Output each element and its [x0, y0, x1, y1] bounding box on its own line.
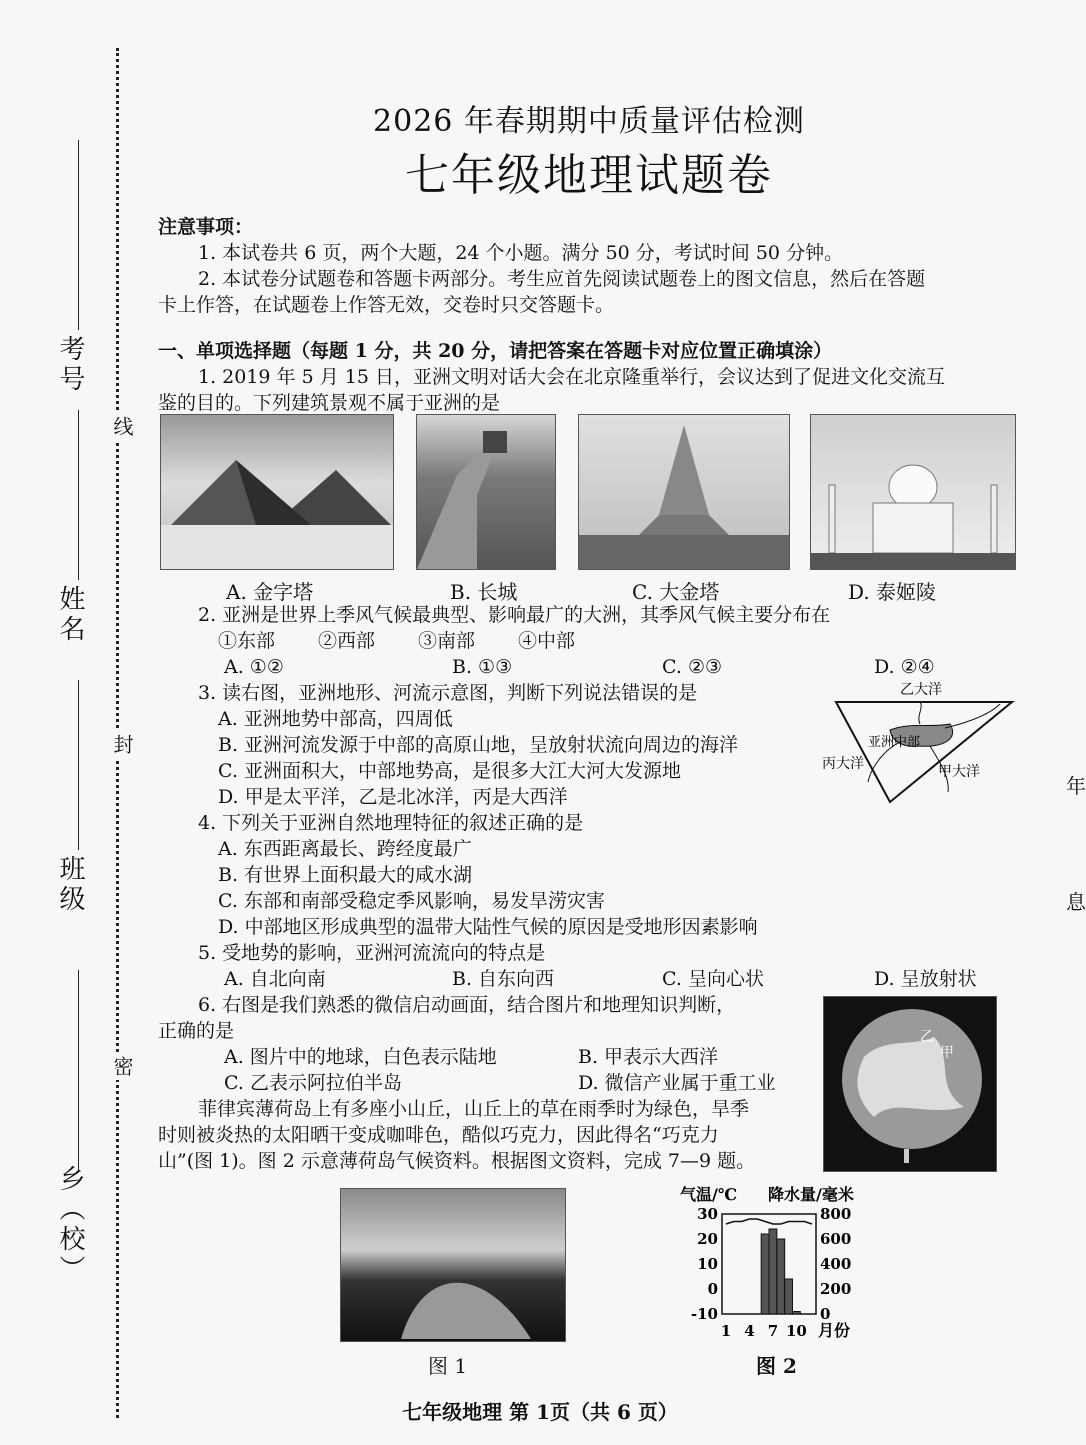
chart-xlabel: 月份: [818, 1321, 851, 1340]
pyramid-drawing: [161, 415, 393, 569]
golden-pagoda-photo: [578, 414, 790, 570]
school-label: 乡（校）: [55, 1165, 85, 1285]
pyramid-photo: [160, 414, 394, 570]
seal-seal-char: 封: [108, 730, 137, 758]
river-3: [919, 702, 921, 724]
page-footer: 七年级地理 第 1页（共 6 页）: [402, 1400, 678, 1424]
q4-stem: 4. 下列关于亚洲自然地理特征的叙述正确的是: [198, 812, 584, 834]
great-wall-drawing: [417, 415, 555, 569]
q2-stem: 2. 亚洲是世界上季风气候最典型、影响最广的大洲，其季风气候主要分布在: [198, 604, 831, 626]
q2-choice-4: ④中部: [518, 630, 576, 652]
q1-option-a: A. 金字塔: [226, 580, 314, 604]
q3-option-d: D. 甲是太平洋，乙是北冰洋，丙是大西洋: [218, 786, 568, 808]
x-tick-10: 10: [785, 1322, 807, 1340]
binding-margin: [0, 0, 140, 1445]
section1-heading: 一、单项选择题（每题 1 分，共 20 分，请把答案在答题卡对应位置正确填涂）: [158, 340, 833, 362]
seal-line-char: 线: [108, 412, 137, 440]
q6-stem-a: 6. 右图是我们熟悉的微信启动画面，结合图片和地理知识判断，: [198, 994, 736, 1016]
precip-bar-month-8: [777, 1239, 785, 1314]
precip-bar-month-6: [761, 1234, 769, 1314]
right-tick-800: 800: [820, 1205, 852, 1223]
diagram-label-right: 甲大洋: [938, 764, 980, 780]
chocolate-hills-photo: [340, 1188, 566, 1342]
q1-stem-b: 鉴的目的。下列建筑景观不属于亚洲的是: [158, 392, 501, 414]
notice-item2a: 2. 本试卷分试题卷和答题卡两部分。考生应首先阅读试题卷上的图文信息，然后在答题: [198, 268, 926, 290]
q1-stem-a: 1. 2019 年 5 月 15 日，亚洲文明对话大会在北京隆重举行，会议达到了促进文化交流互: [198, 366, 945, 388]
golden-pagoda-drawing: [579, 415, 789, 569]
q1-option-b: B. 长城: [450, 580, 518, 604]
q1-option-d: D. 泰姬陵: [848, 580, 937, 604]
x-tick-4: 4: [744, 1322, 755, 1340]
q3-option-a: A. 亚洲地势中部高，四周低: [218, 708, 453, 730]
exam-content: [158, 100, 1020, 416]
asia-terrain-diagram: [820, 682, 1020, 806]
q2-options: [158, 654, 1020, 680]
exam-no-label: 考号: [55, 335, 85, 395]
fig1-caption: 图 1: [428, 1354, 468, 1378]
notice-item2b: 卡上作答，在试题卷上作答无效，交卷时只交答题卡。: [158, 294, 615, 316]
q2-choice-1: ①东部: [218, 630, 276, 652]
q2-option-d: D. ②④: [874, 656, 935, 678]
q5-option-a: A. 自北向南: [224, 968, 326, 990]
x-tick-1: 1: [720, 1322, 732, 1340]
edge-char-1: 年: [1066, 774, 1086, 798]
right-tick-200: 200: [820, 1280, 852, 1298]
school-line: [78, 970, 79, 1170]
left-tick-0: 0: [707, 1280, 718, 1298]
chart-ylabel-right: 降水量/毫米: [768, 1185, 854, 1204]
name-line: [78, 410, 79, 580]
passage-line2: 时则被炎热的太阳晒干变成咖啡色，酷似巧克力，因此得名“巧克力: [158, 1124, 719, 1146]
earth-label-yi: 乙: [920, 1029, 934, 1045]
left-tick-10: 10: [697, 1255, 718, 1273]
q6-option-d: D. 微信产业属于重工业: [578, 1072, 776, 1094]
right-tick-0: 0: [820, 1305, 831, 1323]
notice-item1: 1. 本试卷共 6 页，两个大题，24 个小题。满分 50 分，考试时间 50 分钟。: [198, 242, 844, 264]
diagram-label-top: 乙大洋: [900, 682, 942, 698]
great-wall-photo: [416, 414, 556, 570]
class-line: [78, 680, 79, 850]
exam-no-line: [78, 140, 79, 330]
taj-mahal-photo: [810, 414, 1016, 570]
q2-option-c: C. ②③: [662, 656, 723, 678]
chart-ylabel-left: 气温/℃: [680, 1185, 738, 1204]
passage-line3: 山”(图 1)。图 2 示意薄荷岛气候资料。根据图文资料，完成 7—9 题。: [158, 1150, 756, 1172]
q4-option-d: D. 中部地区形成典型的温带大陆性气候的原因是受地形因素影响: [218, 916, 758, 938]
q1-option-c: C. 大金塔: [632, 580, 720, 604]
q2-option-a: A. ①②: [224, 656, 284, 678]
diagram-label-left: 丙大洋: [822, 756, 864, 772]
diagram-triangle: [836, 702, 1012, 802]
chocolate-hills-drawing: [341, 1189, 565, 1341]
q4-option-b: B. 有世界上面积最大的咸水湖: [218, 864, 473, 886]
q5-option-c: C. 呈向心状: [662, 968, 764, 990]
earth-label-jia: 甲: [940, 1045, 954, 1061]
q6-stem-b: 正确的是: [158, 1020, 235, 1042]
river-4: [945, 704, 1000, 728]
notice-heading: 注意事项：: [158, 216, 254, 238]
passage-line1: 菲律宾薄荷岛上有多座小山丘，山丘上的草在雨季时为绿色，旱季: [198, 1098, 750, 1120]
right-tick-400: 400: [820, 1255, 852, 1273]
taj-mahal-drawing: [811, 415, 1015, 569]
q3-stem: 3. 读右图，亚洲地形、河流示意图，判断下列说法错误的是: [198, 682, 698, 704]
precip-bar-month-10: [793, 1312, 801, 1315]
right-tick-600: 600: [820, 1230, 852, 1248]
x-tick-7: 7: [767, 1322, 779, 1340]
title-line1: 2026 年春期期中质量评估检测: [373, 104, 805, 139]
precip-bar-month-7: [769, 1229, 777, 1314]
q6-option-b: B. 甲表示大西洋: [578, 1046, 719, 1068]
earth-drawing: [824, 997, 996, 1171]
q4-option-a: A. 东西距离最长、跨经度最广: [218, 838, 472, 860]
q5-option-d: D. 呈放射状: [874, 968, 977, 990]
q5-stem: 5. 受地势的影响，亚洲河流流向的特点是: [198, 942, 546, 964]
q2-choice-2: ②西部: [318, 630, 376, 652]
precip-bar-month-9: [785, 1279, 793, 1314]
left-tick--10: -10: [690, 1305, 718, 1323]
q6-option-a: A. 图片中的地球，白色表示陆地: [224, 1046, 497, 1068]
left-tick-20: 20: [697, 1230, 718, 1248]
q5-option-b: B. 自东向西: [452, 968, 555, 990]
left-tick-30: 30: [697, 1205, 718, 1223]
q4-option-c: C. 东部和南部受稳定季风影响，易发旱涝灾害: [218, 890, 605, 912]
q6-option-c: C. 乙表示阿拉伯半岛: [224, 1072, 402, 1094]
climate-chart: [668, 1180, 888, 1346]
q3-option-b: B. 亚洲河流发源于中部的高原山地，呈放射状流向周边的海洋: [218, 734, 739, 756]
class-label: 班级: [55, 855, 85, 915]
wechat-earth-photo: [823, 996, 997, 1172]
q2-choice-3: ③南部: [418, 630, 476, 652]
diagram-label-center: 亚洲中部: [868, 735, 921, 750]
name-label: 姓名: [55, 585, 85, 645]
q5-options: [158, 966, 1020, 992]
q3-option-c: C. 亚洲面积大，中部地势高，是很多大江大河大发源地: [218, 760, 681, 782]
seal-secret-char: 密: [108, 1052, 137, 1080]
temperature-line: [726, 1219, 812, 1224]
title-line2: 七年级地理试题卷: [405, 150, 773, 201]
q2-option-b: B. ①③: [452, 656, 513, 678]
q2-choices: [158, 628, 1020, 654]
fig2-caption: 图 2: [756, 1354, 797, 1378]
edge-char-2: 息: [1066, 890, 1086, 914]
